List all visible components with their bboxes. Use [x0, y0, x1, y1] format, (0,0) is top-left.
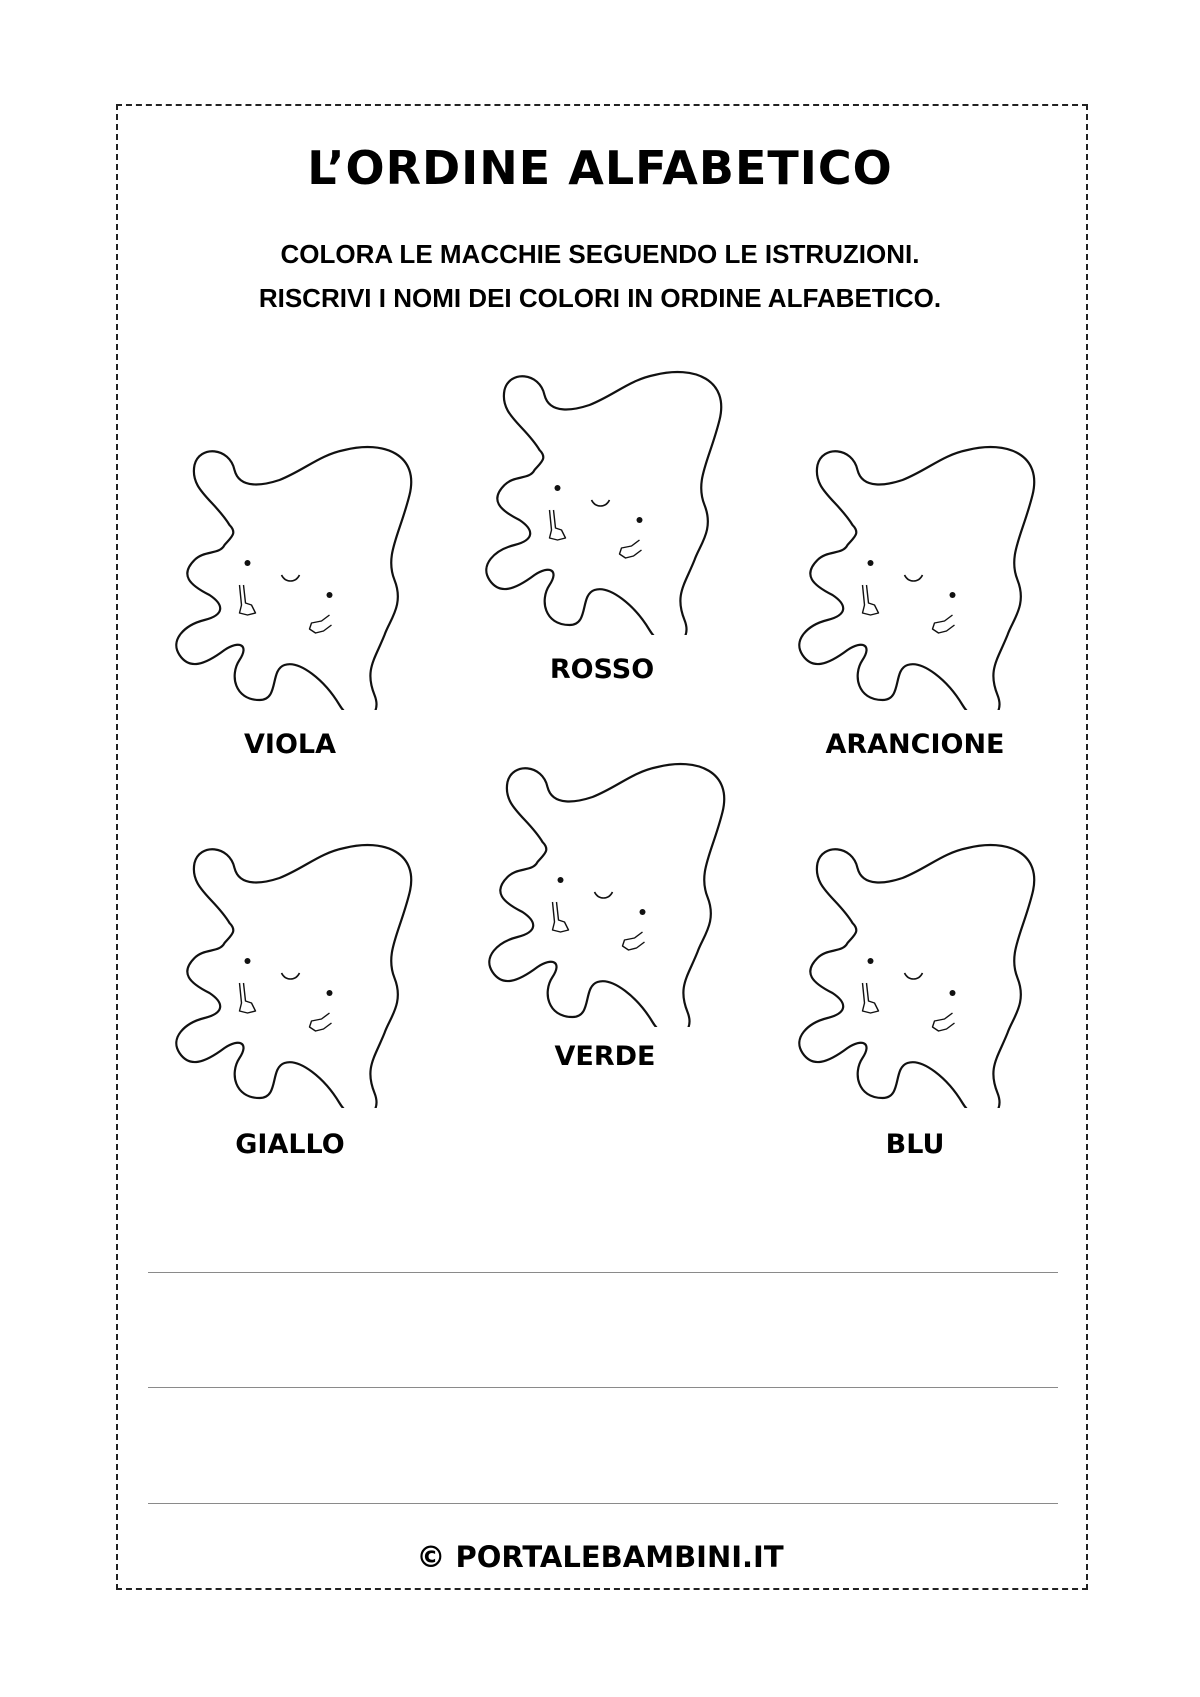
splat-label-rosso: ROSSO	[549, 654, 655, 685]
splat-label-giallo: GIALLO	[235, 1129, 345, 1160]
paint-splat-rosso[interactable]	[472, 365, 732, 635]
splat-label-arancione: ARANCIONE	[825, 729, 1005, 760]
writing-line-3[interactable]	[148, 1503, 1058, 1504]
paint-splat-arancione[interactable]	[785, 440, 1045, 710]
writing-line-2[interactable]	[148, 1387, 1058, 1388]
footer-copyright: © PORTALEBAMBINI.IT	[416, 1540, 784, 1574]
paint-splat-giallo[interactable]	[162, 838, 422, 1108]
writing-line-1[interactable]	[148, 1272, 1058, 1273]
page-title: L’ORDINE ALFABETICO	[307, 141, 893, 195]
splat-label-blu: BLU	[885, 1129, 945, 1160]
paint-splat-viola[interactable]	[162, 440, 422, 710]
paint-splat-verde[interactable]	[475, 757, 735, 1027]
splat-label-viola: VIOLA	[244, 729, 336, 760]
instruction-line-1: COLORA LE MACCHIE SEGUENDO LE ISTRUZIONI.	[280, 239, 920, 269]
instruction-line-2: RISCRIVI I NOMI DEI COLORI IN ORDINE ALFABETICO.	[258, 283, 942, 313]
paint-splat-blu[interactable]	[785, 838, 1045, 1108]
splat-label-verde: VERDE	[554, 1041, 656, 1072]
